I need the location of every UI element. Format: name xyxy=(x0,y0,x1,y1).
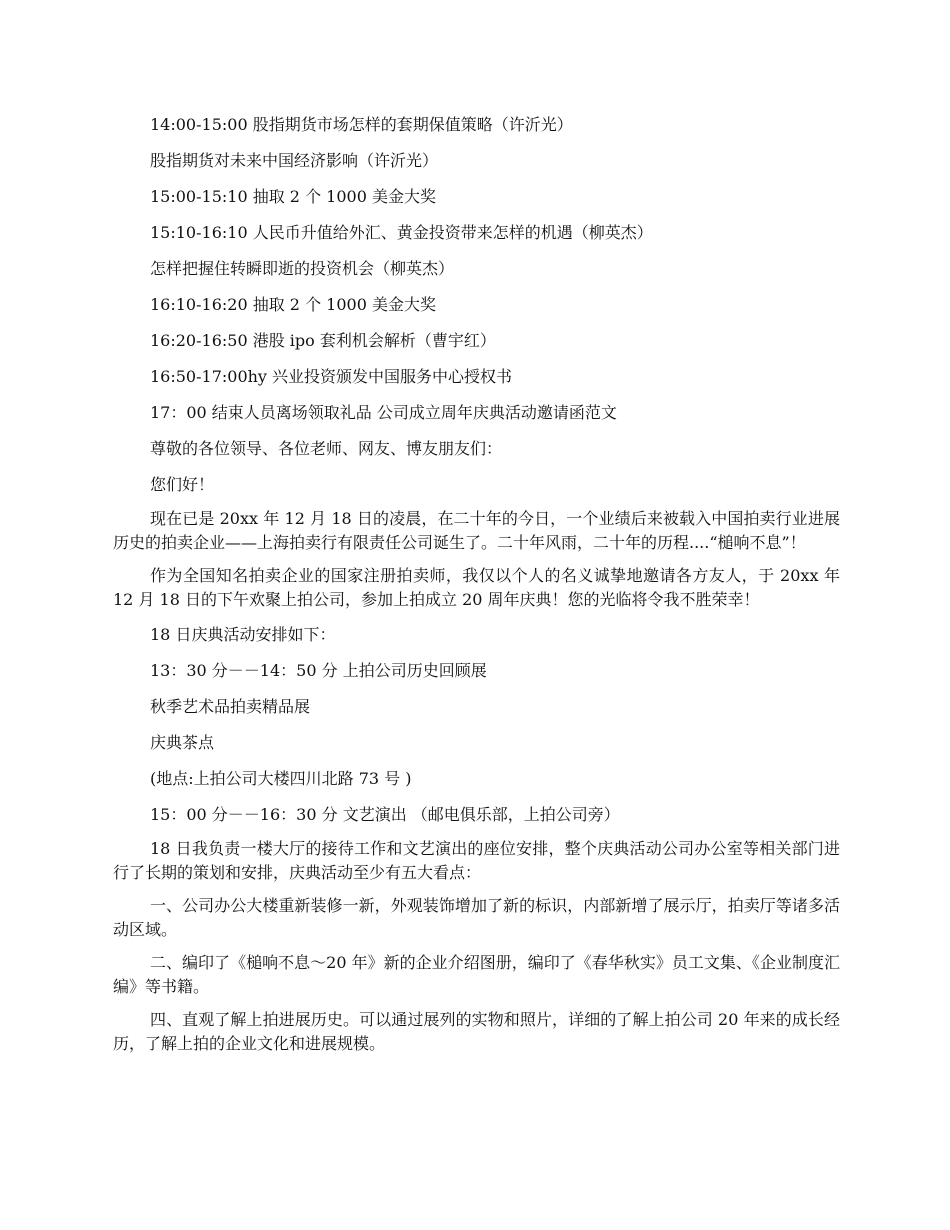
schedule-line: 15:00-15:10 抽取 2 个 1000 美金大奖 xyxy=(150,187,436,206)
paragraph: 作为全国知名拍卖企业的国家注册拍卖师，我仅以个人的名义诚挚地邀请各方友人，于 20xx 年 12 月 18 日的下午欢聚上拍公司，参加上拍成立 20 周年庆典！您的光临将令我不胜荣幸！ xyxy=(113,566,840,609)
schedule-line: 15：00 分－－16：30 分 文艺演出 （邮电俱乐部，上拍公司旁） xyxy=(150,805,620,824)
schedule-heading: 18 日庆典活动安排如下： xyxy=(150,625,336,644)
schedule-line: 16:20-16:50 港股 ipo 套利机会解析（曹宇红） xyxy=(150,331,496,350)
document-body xyxy=(113,111,840,1065)
paragraph: 18 日我负责一楼大厅的接待工作和文艺演出的座位安排，整个庆典活动公司办公室等相关部门进行了长期的策划和安排，庆典活动至少有五大看点： xyxy=(113,839,840,882)
schedule-line: 秋季艺术品拍卖精品展 xyxy=(150,697,311,716)
paragraph: 一、公司办公大楼重新装修一新，外观装饰增加了新的标识，内部新增了展示厅，拍卖厅等诸多活动区域。 xyxy=(113,896,840,939)
schedule-line: 15:10-16:10 人民币升值给外汇、黄金投资带来怎样的机遇（柳英杰） xyxy=(150,223,653,242)
salutation: 尊敬的各位领导、各位老师、网友、博友朋友们： xyxy=(150,439,503,458)
greeting: 您们好！ xyxy=(150,475,215,494)
schedule-line: 怎样把握住转瞬即逝的投资机会（柳英杰） xyxy=(150,259,455,278)
paragraph: 四、直观了解上拍进展历史。可以通过展列的实物和照片，详细的了解上拍公司 20 年来的成长经历，了解上拍的企业文化和进展规模。 xyxy=(113,1010,840,1053)
schedule-line: 16:10-16:20 抽取 2 个 1000 美金大奖 xyxy=(150,295,436,314)
schedule-line: 13：30 分－－14：50 分 上拍公司历史回顾展 xyxy=(150,661,487,680)
schedule-line: 庆典茶点 xyxy=(150,733,215,752)
schedule-line: 股指期货对未来中国经济影响（许沂光） xyxy=(150,151,439,170)
schedule-line: 14:00-15:00 股指期货市场怎样的套期保值策略（许沂光） xyxy=(150,115,573,134)
location-line: (地点:上拍公司大楼四川北路 73 号 ) xyxy=(150,769,412,788)
paragraph: 二、编印了《槌响不息～20 年》新的企业介绍图册，编印了《春华秋实》员工文集、《企业制度汇编》等书籍。 xyxy=(113,953,840,996)
schedule-line: 16:50-17:00hy 兴业投资颁发中国服务中心授权书 xyxy=(150,367,513,386)
paragraph: 现在已是 20xx 年 12 月 18 日的凌晨，在二十年的今日，一个业绩后来被载入中国拍卖行业进展历史的拍卖企业——上海拍卖行有限责任公司诞生了。二十年风雨，二十年的历程....“槌响不息”！ xyxy=(113,509,840,552)
invitation-title-line: 17：00 结束人员离场领取礼品 公司成立周年庆典活动邀请函范文 xyxy=(150,403,617,422)
